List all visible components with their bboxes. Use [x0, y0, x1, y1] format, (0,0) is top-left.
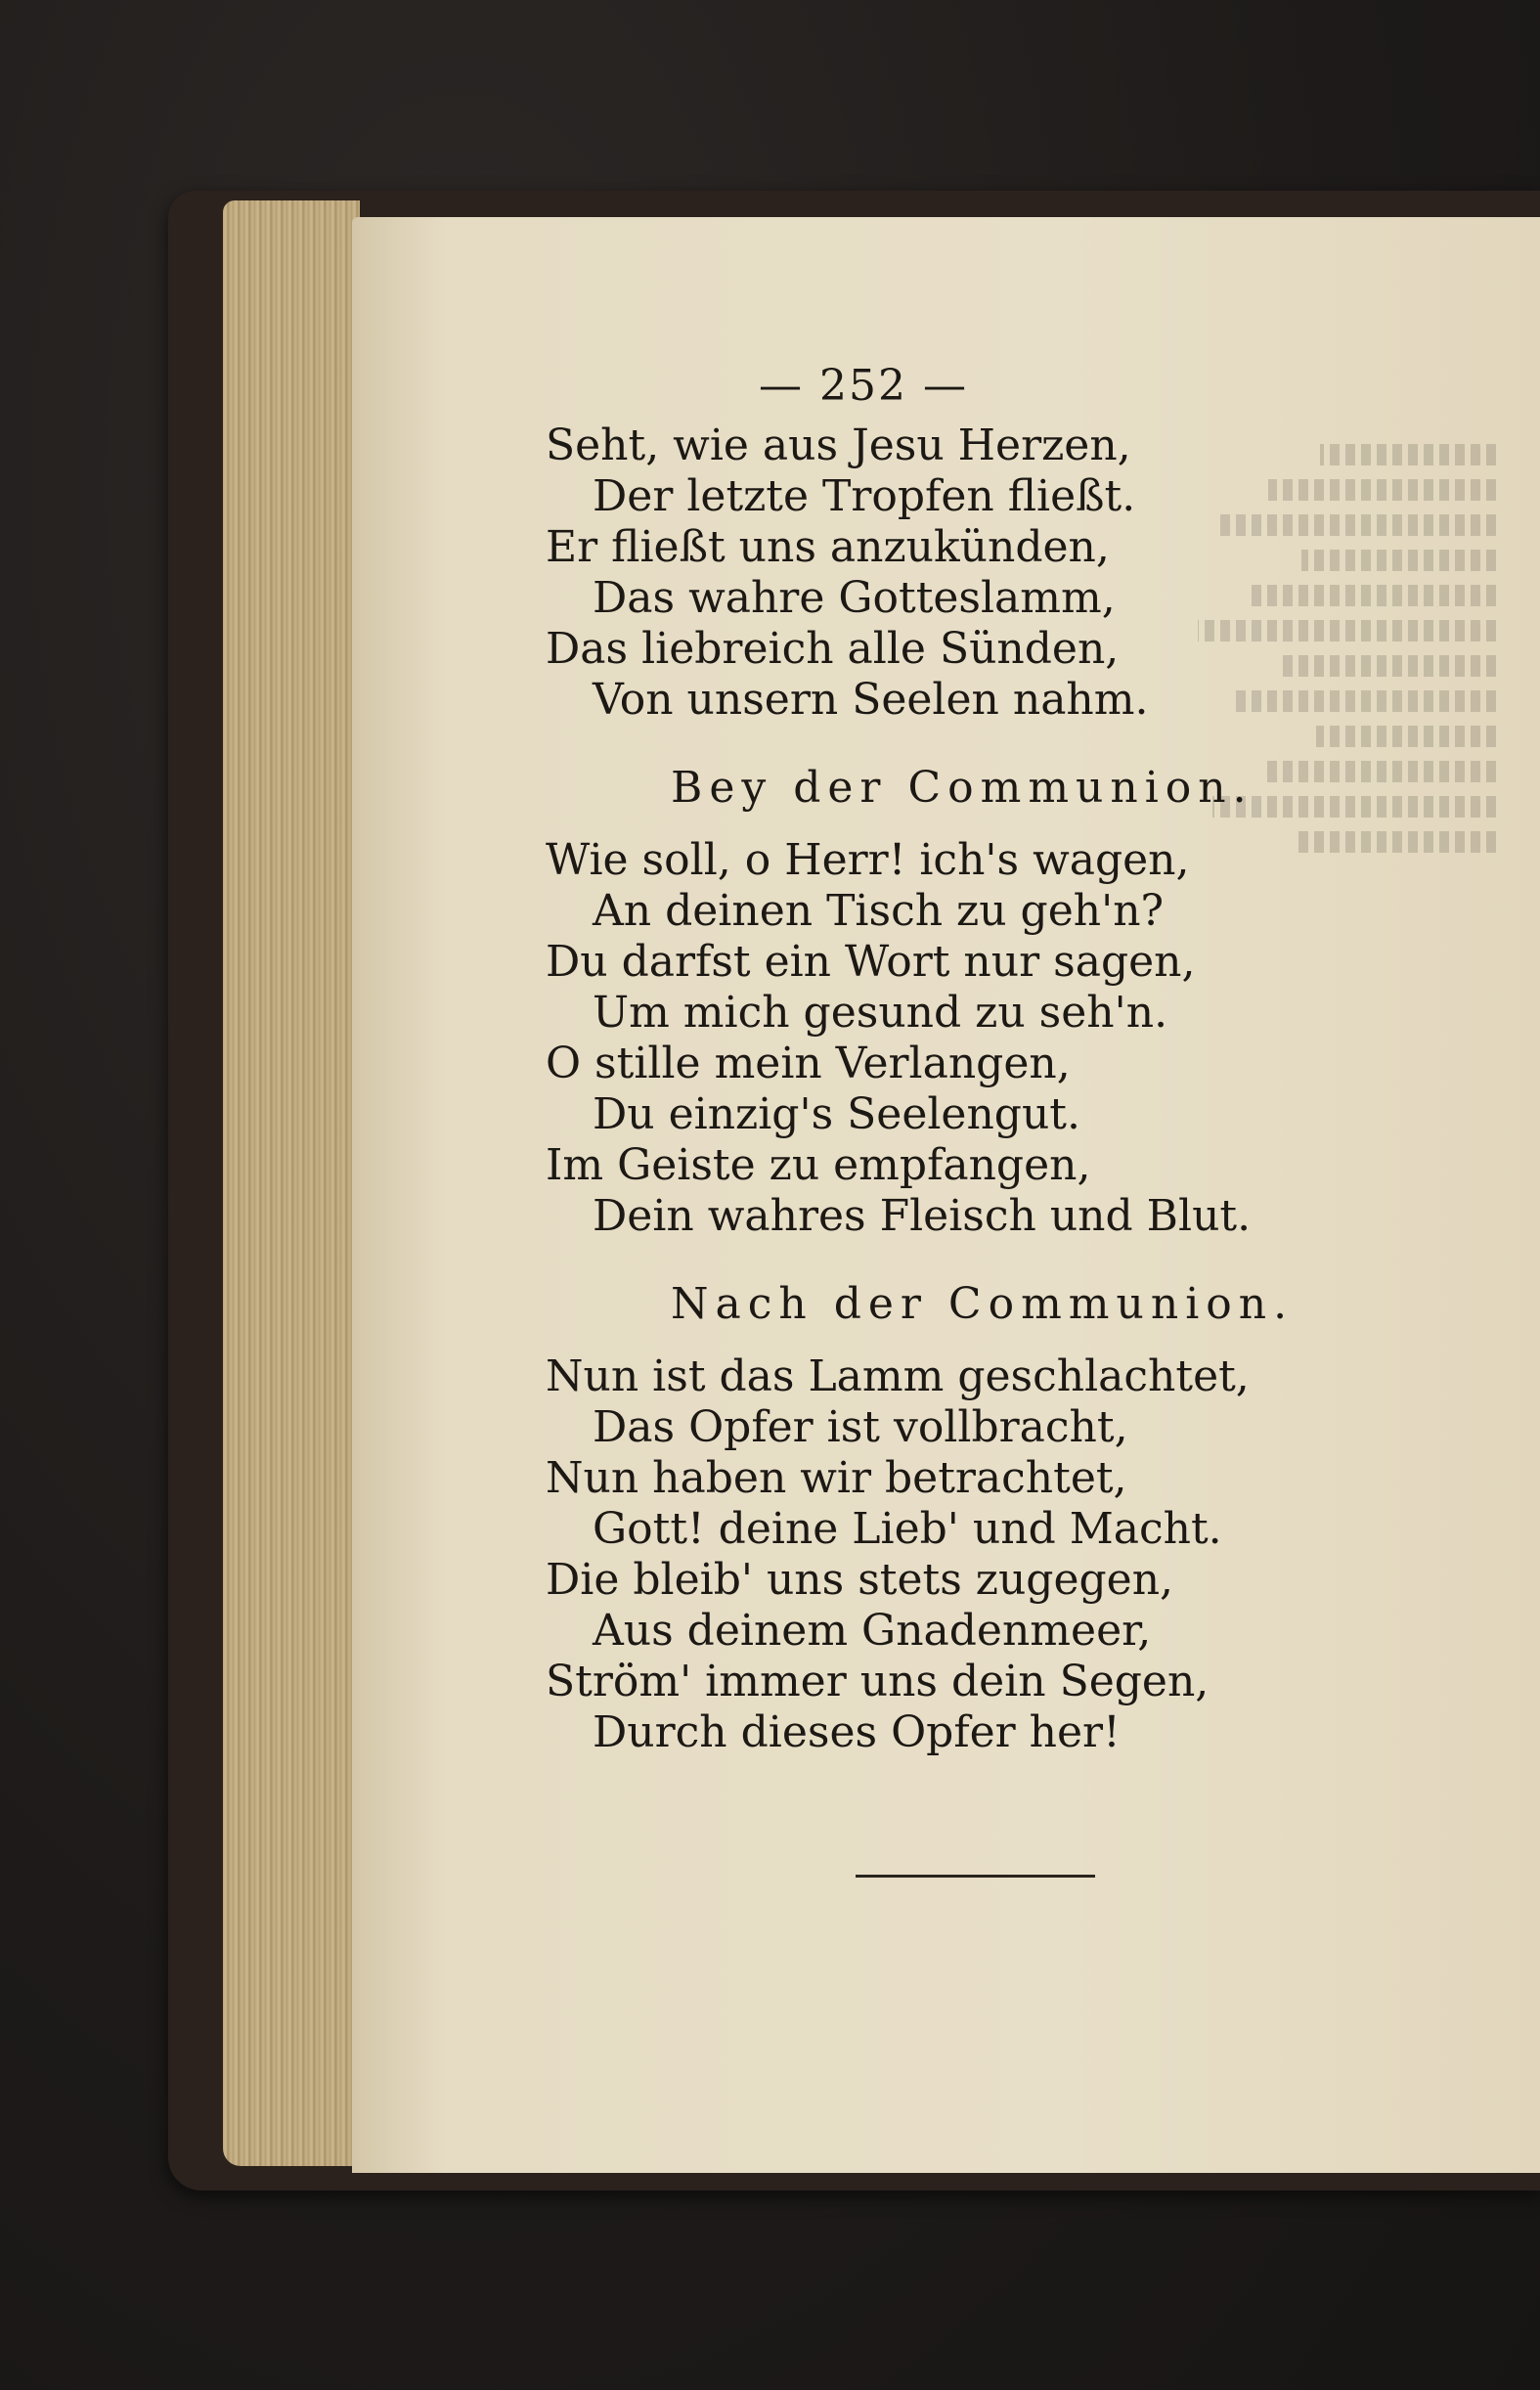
verse-line: Du einzig's Seelengut. [593, 1089, 1080, 1139]
verse-line: Du darfst ein Wort nur sagen, [546, 937, 1196, 987]
section-heading: Bey der Communion. [671, 763, 1254, 813]
verse-line: Die bleib' uns stets zugegen, [546, 1555, 1174, 1605]
stanza-3 [546, 1351, 1289, 1758]
verse-line: Durch dieses Opfer her! [593, 1707, 1121, 1757]
verse-line: Von unsern Seelen nahm. [593, 675, 1149, 725]
verse-line: Im Geiste zu empfangen, [546, 1140, 1091, 1190]
verse-line: Er fließt uns anzukünden, [546, 522, 1110, 572]
verse-line: Das wahre Gotteslamm, [593, 573, 1116, 623]
verse-line: Nun haben wir betrachtet, [546, 1453, 1127, 1503]
verse-line: Das liebreich alle Sünden, [546, 624, 1120, 674]
verse-line: Das Opfer ist vollbracht, [593, 1402, 1128, 1452]
verse-line: An deinen Tisch zu geh'n? [593, 886, 1165, 936]
verse-line: O stille mein Verlangen, [546, 1039, 1071, 1088]
end-rule [856, 1875, 1095, 1878]
verse-line: Dein wahres Fleisch und Blut. [593, 1191, 1252, 1241]
verse-line: Der letzte Tropfen fließt. [593, 471, 1136, 521]
page-number: — 252 — [759, 361, 968, 411]
verse-line: Wie soll, o Herr! ich's wagen, [546, 835, 1190, 885]
verse-line: Seht, wie aus Jesu Herzen, [546, 420, 1131, 470]
page-text [546, 352, 1295, 1758]
stanza-2 [546, 835, 1289, 1242]
page-edges [223, 200, 360, 2166]
verse-line: Ström' immer uns dein Segen, [546, 1657, 1210, 1706]
stanza-1 [546, 420, 1289, 726]
section-heading: Nach der Communion. [671, 1279, 1295, 1329]
verse-line: Um mich gesund zu seh'n. [593, 988, 1168, 1038]
verse-line: Gott! deine Lieb' und Macht. [593, 1504, 1222, 1554]
verse-line: Nun ist das Lamm geschlachtet, [546, 1351, 1250, 1401]
verse-line: Aus deinem Gnadenmeer, [593, 1606, 1152, 1656]
